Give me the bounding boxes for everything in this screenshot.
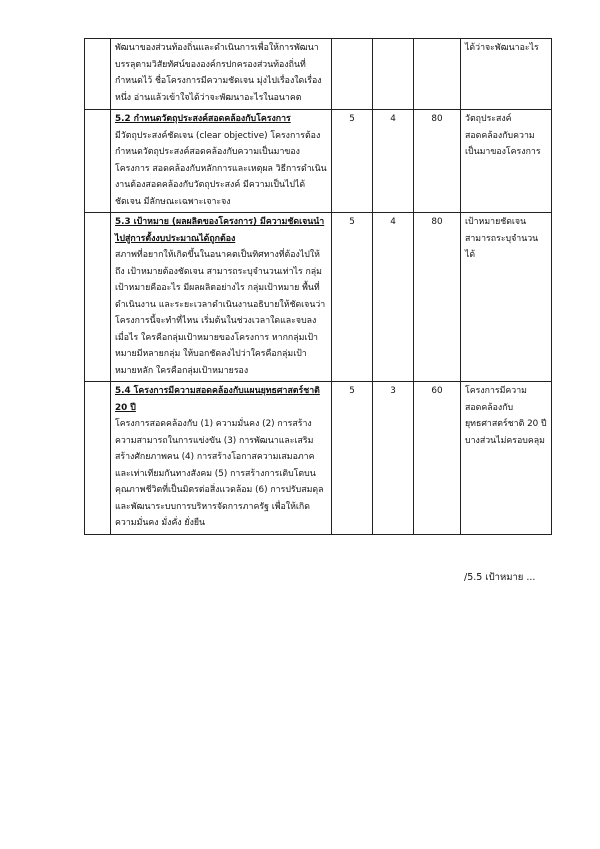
note-cell: วัตถุประสงค์สอดคล้องกับความเป็นมาของโครงการ [461, 110, 552, 213]
full-score-cell: 5 [332, 382, 373, 535]
score-cell [373, 39, 414, 110]
table-row [85, 382, 552, 535]
full-score-cell: 5 [332, 110, 373, 213]
score-cell: 4 [373, 213, 414, 382]
score-cell: 4 [373, 110, 414, 213]
blank-cell [85, 382, 111, 535]
criteria-cell [111, 382, 332, 535]
evaluation-table [84, 38, 552, 535]
criteria-cell [111, 39, 332, 110]
blank-cell [85, 213, 111, 382]
criteria-body: มีวัตถุประสงค์ชัดเจน (clear objective) โครงการต้องกำหนดวัตถุประสงค์สอดคล้องกับความเป็นมาของโครงการ สอดคล้องกับหลักการและเหตุผล วิธีการดำเนินงานต้องสอดคล้องกับวัตถุประสงค์ มีความเป็นไปได้ชัดเจน มีลักษณะเฉพาะเจาะจง [115, 130, 327, 207]
table-row [85, 213, 552, 382]
score-cell: 3 [373, 382, 414, 535]
criteria-cell [111, 213, 332, 382]
full-score-cell [332, 39, 373, 110]
full-score-cell: 5 [332, 213, 373, 382]
criteria-heading: 5.4 โครงการมีความสอดคล้องกับแผนยุทธศาสตร์ชาติ 20 ปี [115, 386, 320, 413]
criteria-body: สภาพที่อยากให้เกิดขึ้นในอนาคตเป็นทิศทางที่ต้องไปให้ถึง เป้าหมายต้องชัดเจน สามารถระบุจำนวนเท่าไร กลุ่มเป้าหมายคืออะไร มีผลผลิตอย่างไร กลุ่มเป้าหมาย พื้นที่ดำเนินงาน และระยะเวลาดำเนินงานอธิบายให้ชัดเจนว่าโครงการนี้จะทำที่ไหน เริ่มต้นในช่วงเวลาใดและจบลงเมื่อไร ใครคือกลุ่มเป้าหมายของโครงการ หากกลุ่มเป้าหมายมีหลายกลุ่ม ให้บอกชัดลงไปว่าใครคือกลุ่มเป้าหมายหลัก ใครคือกลุ่มเป้าหมายรอง [115, 250, 326, 376]
note-cell: ได้ว่าจะพัฒนาอะไร [461, 39, 552, 110]
continuation-note: /5.5 เป้าหมาย ... [464, 572, 536, 583]
blank-cell [85, 110, 111, 213]
criteria-body: โครงการสอดคล้องกับ (1) ความมั่นคง (2) การสร้างความสามารถในการแข่งขัน (3) การพัฒนาและเสริมสร้างศักยภาพคน (4) การสร้างโอกาสความเสมอภาคและเท่าเทียมกันทางสังคม (5) การสร้างการเติบโตบนคุณภาพชีวิตที่เป็นมิตรต่อสิ่งแวดล้อม (6) การปรับสมดุลและพัฒนาระบบการบริหารจัดการภาครัฐ เพื่อให้เกิดความมั่นคง มั่งคั่ง ยั่งยืน [115, 419, 324, 528]
criteria-heading: 5.2 กำหนดวัตถุประสงค์สอดคล้องกับโครงการ [115, 114, 291, 124]
percent-cell: 60 [414, 382, 461, 535]
criteria-heading: 5.3 เป้าหมาย (ผลผลิตของโครงการ) มีความชัดเจนนำไปสู่การตั้งงบประมาณได้ถูกต้อง [115, 217, 325, 244]
percent-cell: 80 [414, 110, 461, 213]
blank-cell [85, 39, 111, 110]
criteria-body: พัฒนาของส่วนท้องถิ่นและดำเนินการเพื่อให้การพัฒนาบรรลุตามวิสัยทัศน์ขององค์กรปกครองส่วนท้องถิ่นที่กำหนดไว้ ชื่อโครงการมีความชัดเจน มุ่งไปเรื่องใดเรื่องหนึ่ง อ่านแล้วเข้าใจได้ว่าจะพัฒนาอะไรในอนาคต [115, 43, 322, 103]
criteria-cell [111, 110, 332, 213]
note-cell: โครงการมีความสอดคล้องกับยุทธศาสตร์ชาติ 20 ปีบางส่วนไม่ครอบคลุม [461, 382, 552, 535]
percent-cell [414, 39, 461, 110]
percent-cell: 80 [414, 213, 461, 382]
note-cell: เป้าหมายชัดเจนสามารถระบุจำนวนได้ [461, 213, 552, 382]
table-row [85, 110, 552, 213]
table-row [85, 39, 552, 110]
